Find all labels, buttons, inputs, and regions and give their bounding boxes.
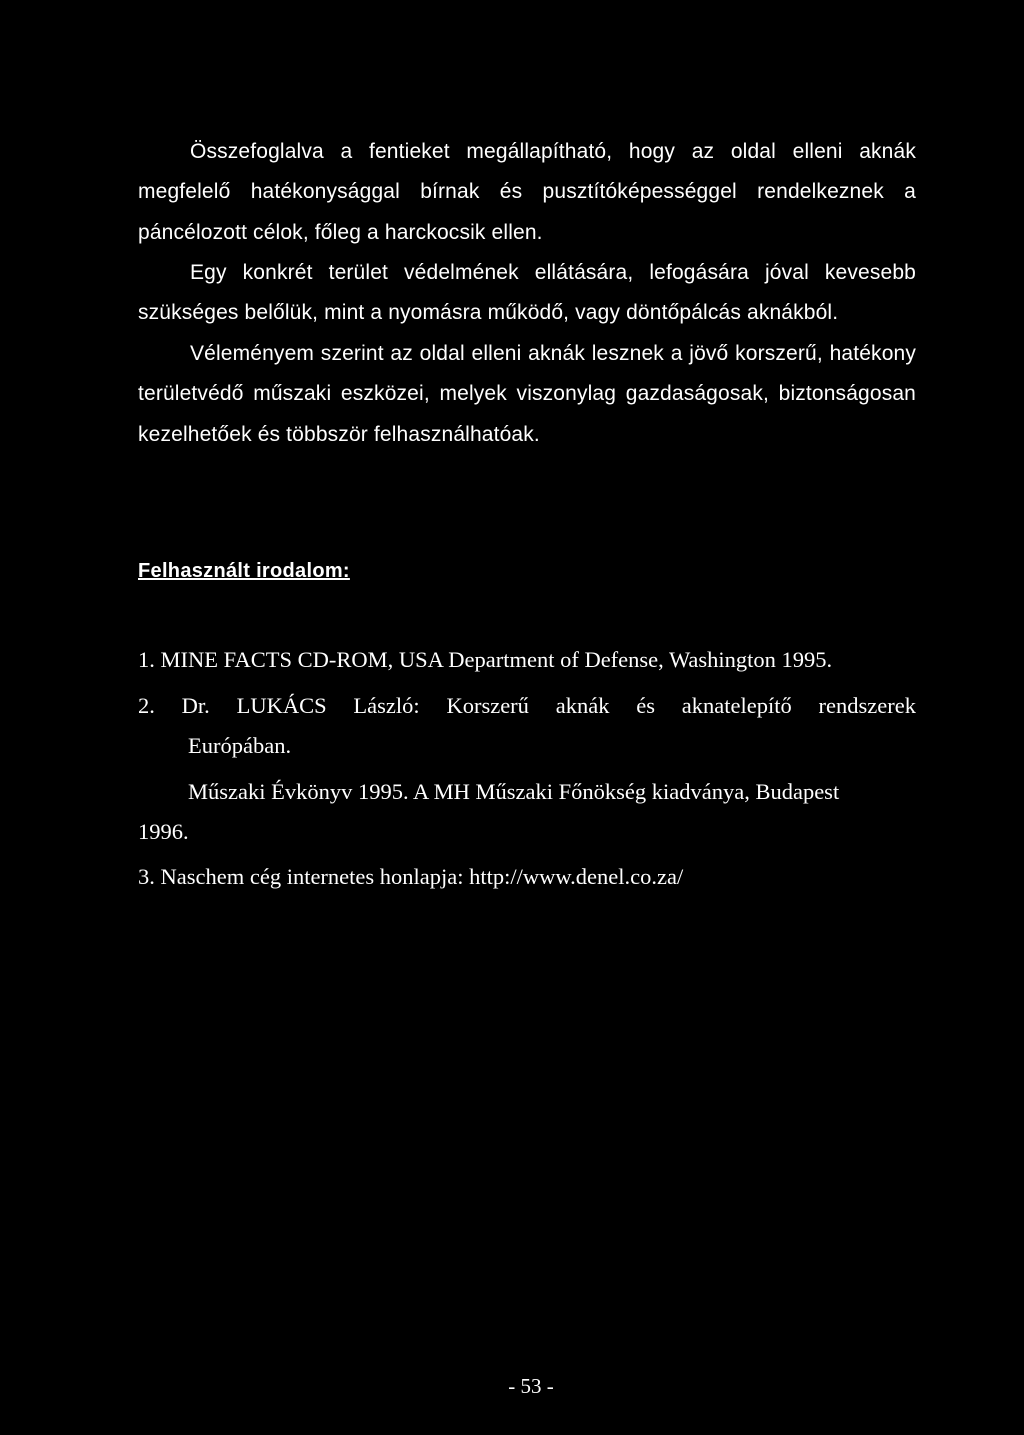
reference-item-2-source: Műszaki Évkönyv 1995. A MH Műszaki Főnökség kiadványa, Budapest bbox=[188, 779, 840, 804]
paragraph-summary: Összefoglalva a fentieket megállapítható, hogy az oldal elleni aknák megfelelő hatékonysággal bírnak és pusztítóképességgel rendelkeznek a páncélozott célok, főleg a harckocsik ellen. bbox=[138, 140, 916, 244]
paragraph-opinion: Véleményem szerint az oldal elleni aknák lesznek a jövő korszerű, hatékony területvédő műszaki eszközei, melyek viszonylag gazdaságosak, biztonságosan kezelhetőek és többször felhasználhatóak. bbox=[138, 342, 916, 446]
page-number: - 53 - bbox=[508, 1374, 554, 1398]
reference-item-2-continued: Európában. bbox=[188, 733, 292, 758]
references-heading: Felhasznált irodalom: bbox=[138, 560, 350, 582]
paragraph-area-defense: Egy konkrét terület védelmének ellátására, lefogására jóval kevesebb szükséges belőlük, mint a nyomásra működő, vagy döntőpálcás aknákból. bbox=[138, 261, 916, 325]
reference-item-1: 1. MINE FACTS CD-ROM, USA Department of Defense, Washington 1995. bbox=[138, 647, 833, 672]
reference-item-2: 2. Dr. LUKÁCS László: Korszerű aknák és aknatelepítő rendszerek bbox=[138, 693, 916, 718]
reference-item-3: 3. Naschem cég internetes honlapja: http://www.denel.co.za/ bbox=[138, 864, 684, 889]
reference-item-2-year: 1996. bbox=[138, 819, 189, 844]
